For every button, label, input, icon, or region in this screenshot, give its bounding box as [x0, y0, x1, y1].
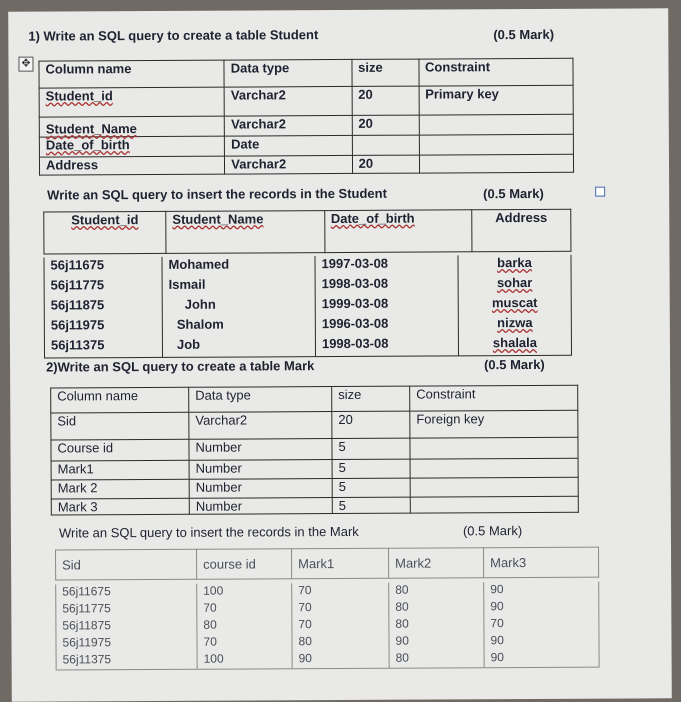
- table-cell: 56j11775: [44, 277, 162, 298]
- q1-insert-title: Write an SQL query to insert the records in the Student: [47, 185, 387, 203]
- table-cell: [410, 496, 578, 513]
- header-cell: Sid: [56, 549, 197, 580]
- table-cell: 56j11875: [56, 618, 197, 636]
- table-cell: 70: [292, 583, 389, 601]
- header-cell: Column name: [39, 60, 224, 88]
- mark-records-table: [55, 547, 599, 581]
- table-cell: Course id: [51, 439, 189, 461]
- table-cell: 20: [352, 155, 419, 173]
- document-page: [8, 8, 672, 701]
- table-cell: 56j11775: [56, 601, 197, 619]
- table-cell: 56j11375: [44, 337, 162, 358]
- table-cell: nizwa: [497, 314, 533, 331]
- header-cell: size: [332, 386, 410, 411]
- table-cell: 70: [197, 634, 292, 651]
- table-cell: Varchar2: [224, 115, 351, 136]
- table-cell: 90: [484, 650, 599, 668]
- table-cell: Foreign key: [410, 410, 578, 438]
- header-cell: Constraint: [418, 58, 573, 86]
- table-cell: 90: [484, 582, 599, 600]
- table-cell: 90: [484, 633, 599, 651]
- header-cell: Student_id: [71, 212, 139, 228]
- table-cell: 56j11975: [44, 317, 162, 338]
- table-cell: 5: [332, 459, 410, 478]
- header-cell: Student_Name: [172, 211, 264, 227]
- table-cell: 20: [352, 115, 419, 135]
- header-cell: Address: [472, 209, 571, 252]
- table-cell: [410, 458, 578, 478]
- mark-records-rows: [55, 582, 599, 670]
- table-cell: muscat: [491, 294, 538, 311]
- table-cell: Date_of_birth: [45, 137, 130, 153]
- student-schema-table: [38, 58, 574, 176]
- table-cell: Date: [225, 135, 352, 156]
- q2-mark: (0.5 Mark): [484, 356, 545, 373]
- table-cell: Student_id: [45, 88, 113, 104]
- table-cell: [419, 114, 574, 135]
- table-cell: 1996-03-08: [315, 315, 458, 336]
- table-cell: 80: [389, 599, 484, 616]
- table-cell: 56j11375: [56, 652, 197, 670]
- table-cell: [419, 154, 574, 173]
- q1-mark: (0.5 Mark): [493, 26, 555, 43]
- student-records-table: [43, 209, 571, 255]
- table-cell: 1999-03-08: [315, 295, 458, 316]
- student-records-rows: [43, 255, 572, 358]
- q2-insert-mark: (0.5 Mark): [462, 523, 523, 539]
- table-cell: Varchar2: [225, 155, 352, 174]
- header-cell: Mark2: [389, 548, 484, 578]
- table-cell: [352, 135, 419, 155]
- table-cell: Address: [39, 156, 224, 175]
- table-resize-handle-icon[interactable]: [595, 187, 605, 197]
- table-cell: Number: [189, 460, 332, 480]
- table-cell: 100: [197, 651, 292, 668]
- table-cell: Varchar2: [224, 86, 352, 116]
- header-cell: course id: [197, 549, 292, 579]
- table-cell: Shalom: [162, 316, 315, 337]
- table-cell: 90: [484, 599, 599, 617]
- table-cell: 56j11675: [44, 257, 162, 278]
- header-cell: Date_of_birth: [330, 210, 415, 227]
- table-cell: 80: [389, 582, 484, 599]
- header-cell: size: [352, 59, 419, 86]
- q2-title: 2)Write an SQL query to create a table Mark: [46, 358, 315, 375]
- table-cell: 20: [332, 411, 410, 438]
- table-cell: 1997-03-08: [315, 255, 458, 276]
- table-cell: 80: [292, 634, 389, 652]
- table-cell: 56j11875: [44, 297, 162, 318]
- table-cell: 90: [292, 651, 389, 669]
- table-cell: 80: [389, 650, 484, 667]
- table-cell: Number: [189, 479, 332, 499]
- q2-insert-title: Write an SQL query to insert the records in the Mark: [58, 523, 359, 541]
- table-cell: 70: [197, 600, 292, 617]
- table-cell: 5: [332, 438, 410, 459]
- header-cell: Data type: [224, 59, 352, 87]
- table-cell: Number: [189, 498, 332, 515]
- table-cell: Primary key: [419, 85, 574, 115]
- table-cell: barka: [497, 254, 532, 271]
- table-cell: sohar: [496, 274, 533, 291]
- header-cell: Constraint: [410, 385, 578, 411]
- table-cell: 90: [389, 633, 484, 650]
- header-cell: Data type: [189, 387, 332, 413]
- q1-insert-mark: (0.5 Mark): [483, 185, 544, 202]
- table-cell: [419, 134, 574, 155]
- table-cell: 5: [332, 497, 410, 513]
- table-cell: 70: [484, 616, 599, 634]
- header-cell: Column name: [51, 387, 189, 413]
- table-cell: Mark 2: [51, 479, 189, 499]
- table-cell: Mark1: [51, 460, 189, 480]
- table-cell: 5: [332, 478, 410, 497]
- table-cell: 56j11975: [56, 635, 197, 653]
- table-cell: Mohamed: [162, 256, 315, 277]
- header-cell: Mark1: [292, 548, 389, 579]
- table-cell: [410, 437, 578, 459]
- table-cell: 80: [389, 616, 484, 633]
- table-cell: Sid: [51, 412, 189, 440]
- table-cell: Student_Name: [45, 121, 137, 137]
- header-cell: Mark3: [484, 547, 599, 578]
- table-cell: 56j11675: [56, 584, 197, 602]
- table-cell: Ismail: [162, 276, 315, 297]
- table-cell: 1998-03-08: [315, 275, 458, 296]
- table-cell: shalala: [492, 334, 538, 351]
- table-cell: Mark 3: [51, 498, 189, 515]
- table-cell: 20: [352, 86, 419, 115]
- table-cell: Job: [162, 336, 315, 357]
- q1-title: 1) Write an SQL query to create a table Student: [28, 27, 319, 44]
- table-cell: [410, 477, 578, 497]
- table-cell: 80: [197, 617, 292, 634]
- table-cell: 70: [292, 600, 389, 618]
- mark-schema-table: [50, 385, 579, 516]
- table-cell: 70: [292, 617, 389, 635]
- table-cell: 100: [197, 583, 292, 600]
- table-cell: 1998-03-08: [315, 335, 458, 356]
- table-move-handle-icon[interactable]: ✥: [18, 57, 33, 72]
- table-cell: Number: [189, 439, 332, 461]
- table-cell: John: [162, 296, 315, 317]
- table-cell: Varchar2: [189, 412, 332, 440]
